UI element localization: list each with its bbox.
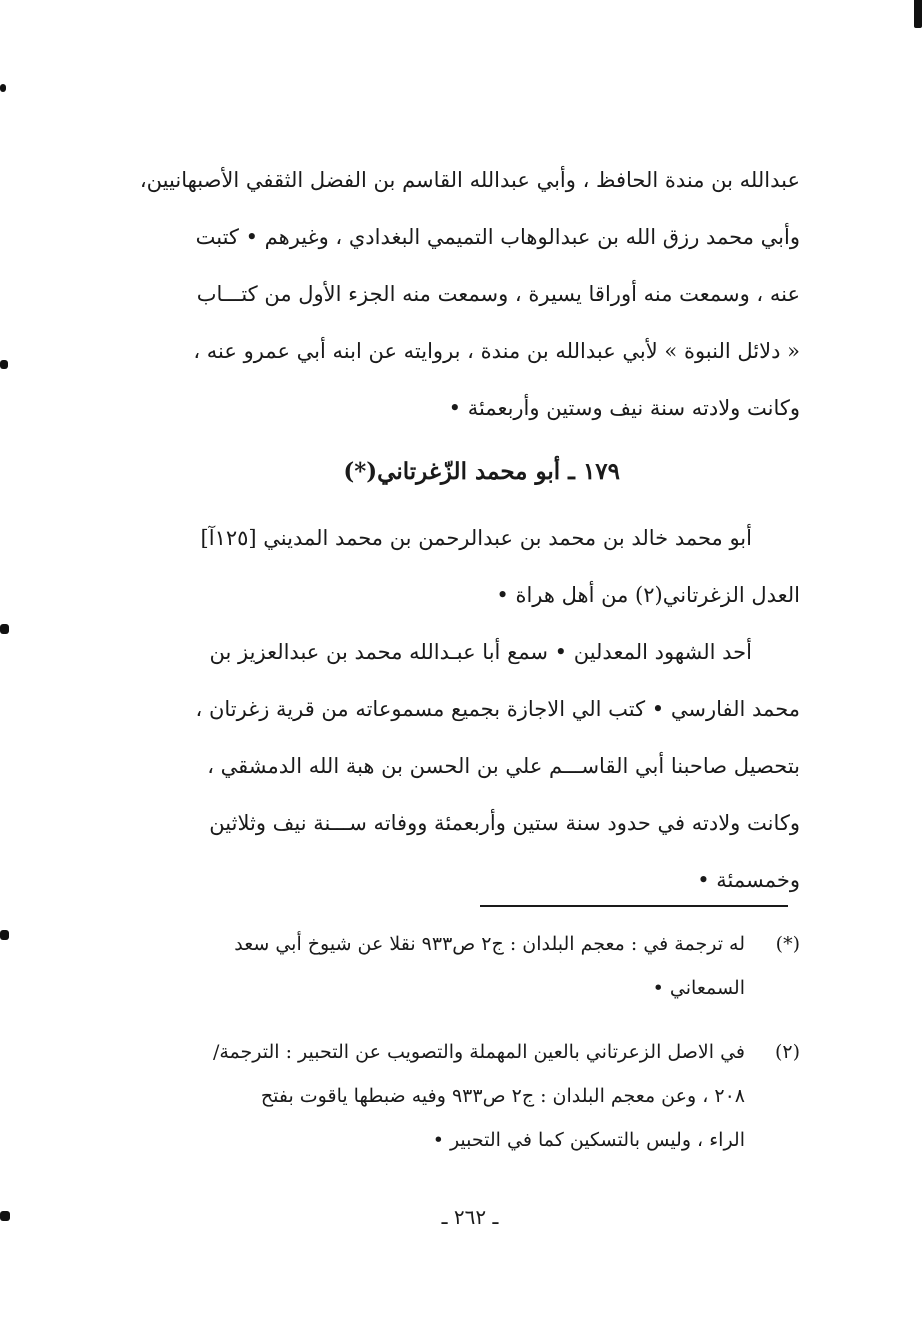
footnote [150,1030,800,1162]
text-line: عبدالله بن مندة الحافظ ، وأبي عبدالله القاسم بن الفضل الثقفي الأصبهانيين، [139,168,800,192]
page-number: ـ ٢٦٢ ـ [441,1205,499,1229]
text-line: أحد الشهود المعدلين • سمع أبا عبـدالله محمد بن عبدالعزيز بن [209,640,752,664]
text-line: السمعاني • [652,977,745,999]
text-line: وخمسمئة • [697,868,800,892]
text-line: وكانت ولادته سنة نيف وستين وأربعمئة • [448,396,800,420]
scan-edge-mark [914,0,922,28]
footnote-text [150,1030,745,1162]
paragraph-continuation [139,152,800,437]
text-line: وكانت ولادته في حدود سنة ستين وأربعمئة ووفاته ســـنة نيف وثلاثين [209,811,800,835]
entry-body-paragraph [150,624,800,909]
footnote [150,922,800,1010]
text-line: وأبي محمد رزق الله بن عبدالوهاب التميمي البغدادي ، وغيرهم • كتبت [195,225,800,249]
text-line: العدل الزغرتاني(٢) من أهل هراة • [496,583,800,607]
text-line: بتحصيل صاحبنا أبي القاســـم علي بن الحسن بن هبة الله الدمشقي ، [207,754,800,778]
entry-name-paragraph [150,510,800,624]
entry-heading: ١٧٩ ـ أبو محمد الزّغرتاني(*) [343,458,620,485]
footnote-divider [480,905,788,907]
footnote-marker: (*) [775,933,800,955]
footnote-text [150,922,745,1010]
text-line: له ترجمة في : معجم البلدان : ج٢ ص٩٣٣ نقلا عن شيوخ أبي سعد [234,933,745,955]
text-line: الراء ، وليس بالتسكين كما في التحبير • [432,1129,745,1151]
text-line: « دلائل النبوة » لأبي عبدالله بن مندة ، بروايته عن ابنه أبي عمرو عنه ، [193,339,800,363]
scan-edge-mark [0,624,9,634]
scan-edge-mark [0,84,6,92]
text-line: محمد الفارسي • كتب الي الاجازة بجميع مسموعاته من قرية زغرتان ، [195,697,800,721]
text-line: عنه ، وسمعت منه أوراقا يسيرة ، وسمعت منه الجزء الأول من كتـــاب [196,282,800,306]
text-line: أبو محمد خالد بن محمد بن عبدالرحمن بن محمد المديني [١٢٥آ] [200,526,752,550]
footnote-marker: (٢) [774,1041,800,1063]
scan-edge-mark [0,360,8,369]
scan-edge-mark [0,930,9,940]
text-line: في الاصل الزعرتاني بالعين المهملة والتصويب عن التحبير : الترجمة/ [212,1041,745,1063]
scan-edge-mark [0,1211,10,1221]
text-line: ٢٠٨ ، وعن معجم البلدان : ج٢ ص٩٣٣ وفيه ضبطها ياقوت بفتح [260,1085,745,1107]
